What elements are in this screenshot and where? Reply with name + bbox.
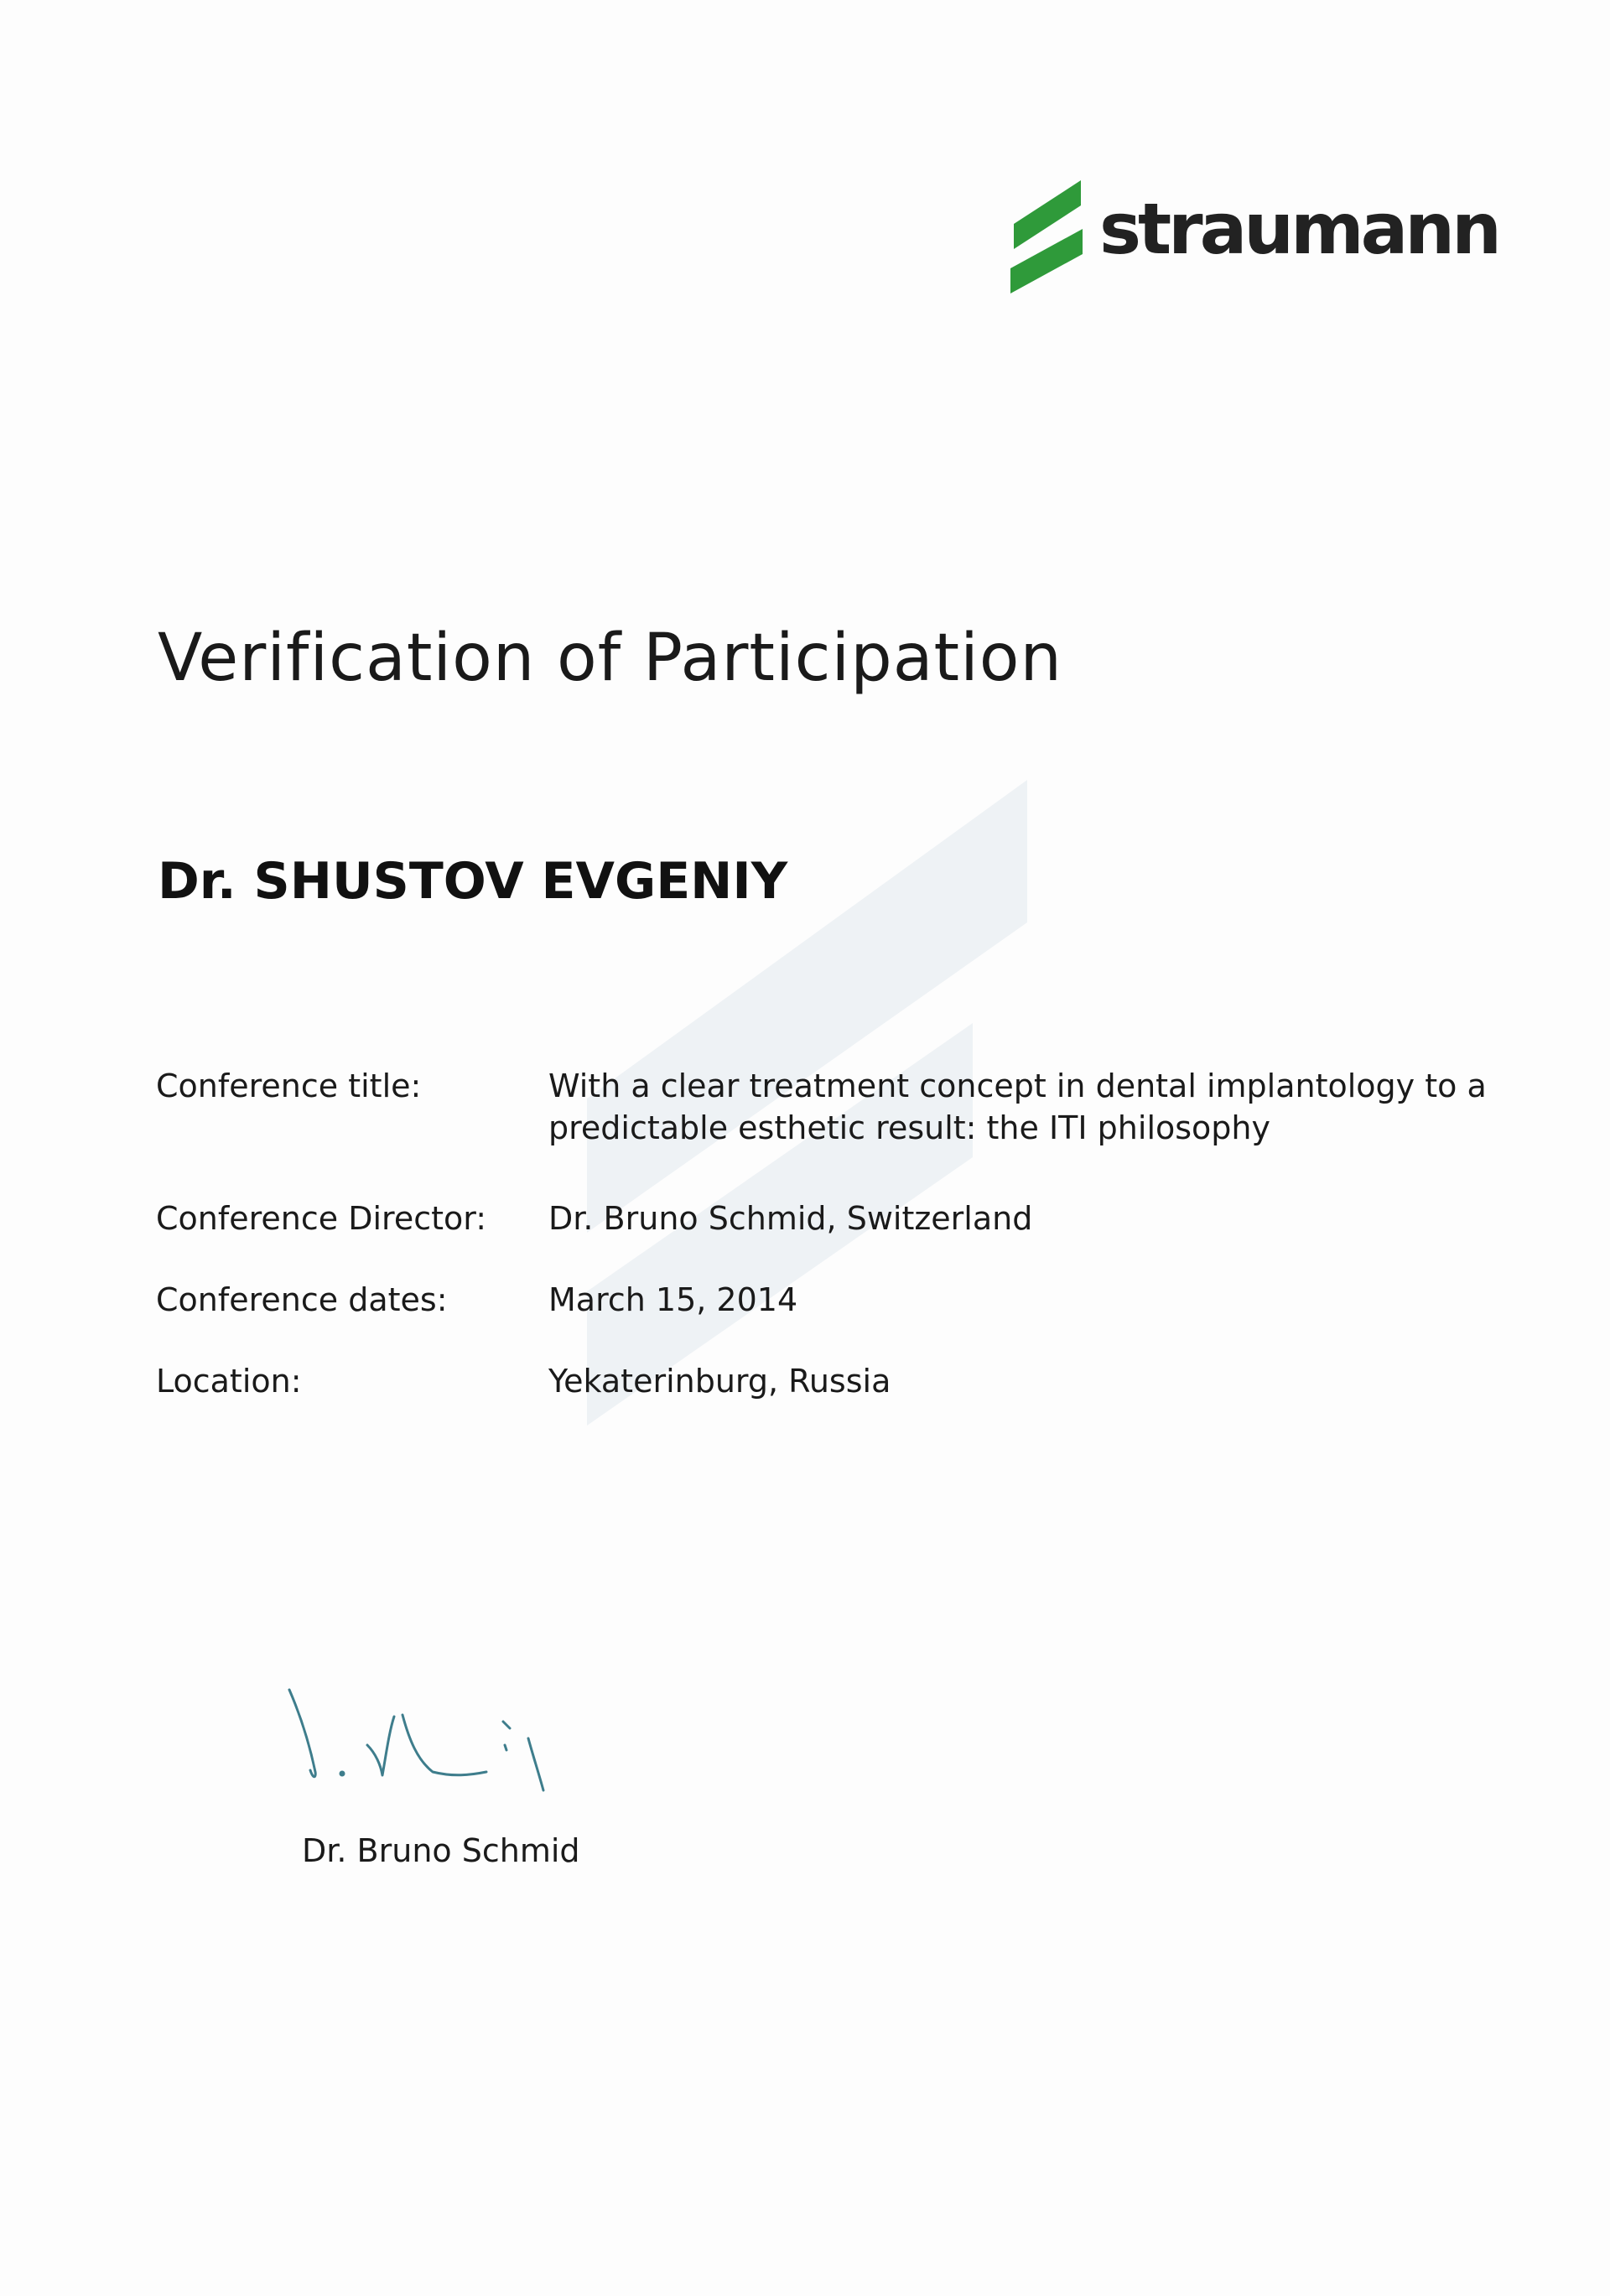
straumann-wordmark: straumann bbox=[1099, 188, 1498, 270]
detail-label: Conference Director: bbox=[156, 1200, 487, 1237]
detail-label: Location: bbox=[156, 1363, 302, 1400]
detail-value: Dr. Bruno Schmid, Switzerland bbox=[548, 1200, 1033, 1237]
handwritten-signature-icon bbox=[277, 1673, 612, 1824]
straumann-s-logo-icon bbox=[1010, 180, 1086, 293]
detail-label: Conference title: bbox=[156, 1067, 422, 1104]
detail-value: March 15, 2014 bbox=[548, 1281, 798, 1318]
detail-value: Yekaterinburg, Russia bbox=[548, 1363, 891, 1400]
detail-label: Conference dates: bbox=[156, 1281, 448, 1318]
detail-value: With a clear treatment concept in dental implantology to a predictable esthetic result: the ITI philosophy bbox=[548, 1067, 1487, 1146]
recipient-name: Dr. SHUSTOV EVGENIY bbox=[158, 852, 788, 911]
document-title: Verification of Participation bbox=[158, 621, 1062, 696]
signatory-name: Dr. Bruno Schmid bbox=[302, 1832, 580, 1869]
straumann-logo bbox=[1010, 180, 1514, 293]
